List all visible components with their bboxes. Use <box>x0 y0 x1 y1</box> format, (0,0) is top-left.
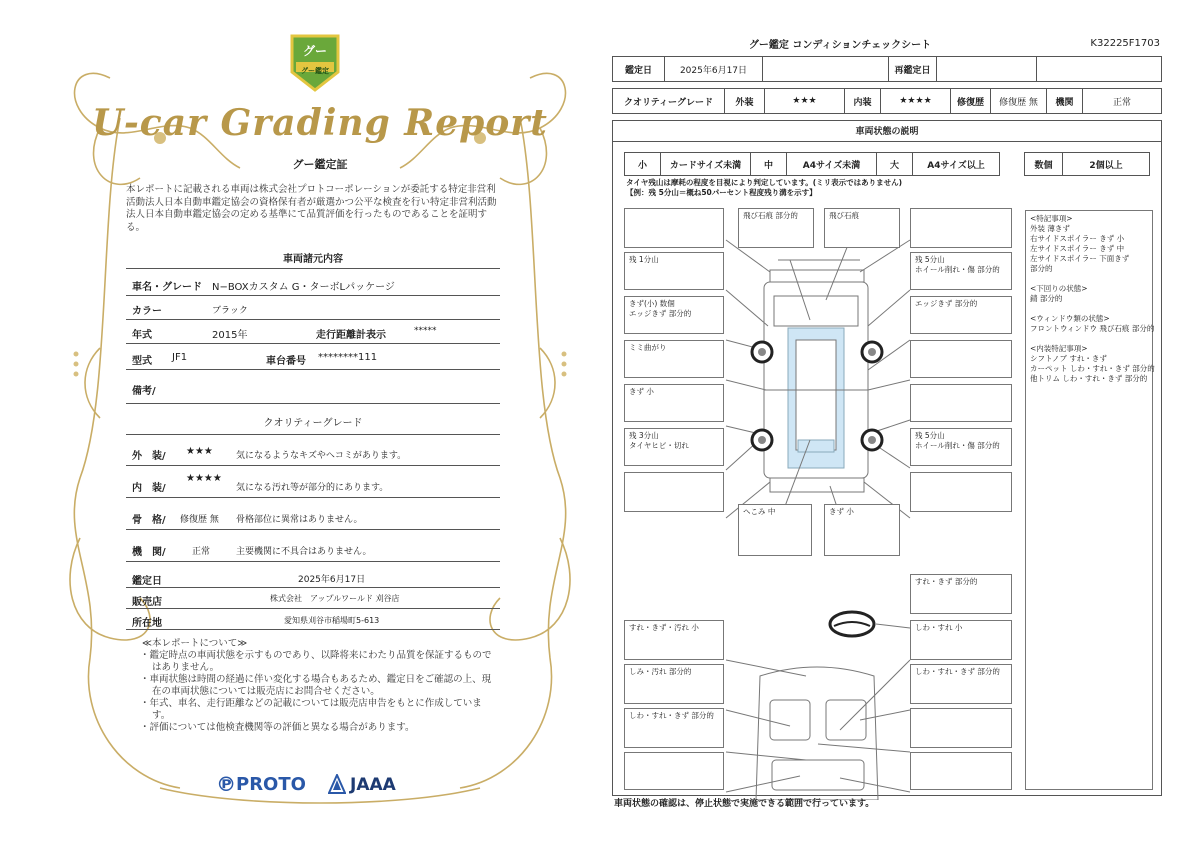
special-line: シフトノブ すれ・きず <box>1030 354 1107 363</box>
steering-wheel-icon <box>830 612 874 636</box>
special-line: カーペット しわ・すれ・きず 部分的 <box>1030 364 1155 373</box>
special-line: <特記事項> <box>1030 214 1073 223</box>
note-box: しみ・汚れ 部分的 <box>624 664 724 704</box>
exterior-label: 外 装/ <box>132 451 166 462</box>
ext-label: 外装 <box>725 89 765 113</box>
date-value: 2025年6月17日 <box>298 575 366 585</box>
grade-table <box>612 88 1162 114</box>
size-large: 大 <box>877 153 913 175</box>
tyre-note-line1: タイヤ残山は摩耗の程度を目視により判定しています。(ミリ表示ではありません) <box>626 178 903 187</box>
note-box <box>910 752 1012 790</box>
interior-note: 気になる汚れ等が部分的にあります。 <box>236 483 389 493</box>
note-box: 飛び石痕 <box>824 208 900 248</box>
note-box: きず 小 <box>824 504 900 556</box>
note-box <box>910 340 1012 378</box>
count-value: 2個以上 <box>1089 160 1123 171</box>
interior-stars: ★★★★ <box>186 473 222 484</box>
engine-value: 正常 <box>1112 97 1131 108</box>
size-mid-desc: A4サイズ未満 <box>787 153 877 175</box>
note-box: きず 小 <box>624 384 724 422</box>
color-label: カラー <box>132 306 162 317</box>
exterior-note: 気になるようなキズやヘコミがあります。 <box>236 451 407 461</box>
note-box: しわ・すれ 小 <box>910 620 1012 660</box>
special-line: <ウィンドウ類の状態> <box>1030 314 1110 323</box>
jaaa-logo-icon <box>328 774 346 794</box>
sheet-footer: 車両状態の確認は、停止状態で実施できる範囲で行っています。 <box>614 799 875 809</box>
notes-title: ≪本レポートについて≫ <box>142 638 248 649</box>
frame-note: 骨格部位に異常はありません。 <box>236 515 363 525</box>
model-label: 型式 <box>132 356 152 367</box>
special-line: 錆 部分的 <box>1030 294 1063 303</box>
year-value: 2015年 <box>212 330 248 341</box>
note-box: しわ・すれ・きず 部分的 <box>910 664 1012 704</box>
address-label: 所在地 <box>132 618 162 629</box>
sheet-code: K32225F1703 <box>1090 38 1160 49</box>
model-value: JF1 <box>172 352 188 363</box>
exterior-stars: ★★★ <box>186 446 213 457</box>
note-box: 残 5分山 ホイール削れ・傷 部分的 <box>910 428 1012 466</box>
chassis-value: ********111 <box>318 352 378 363</box>
ext-stars: ★★★ <box>765 89 845 113</box>
repair-label: 修復歴 <box>951 89 991 113</box>
note-box: すれ・きず 部分的 <box>910 574 1012 614</box>
engine-label: 機 関/ <box>132 547 166 558</box>
address-value: 愛知県刈谷市稲場町5-613 <box>284 616 380 625</box>
dealer-row <box>126 589 500 609</box>
size-small-desc: カードサイズ未満 <box>661 153 751 175</box>
note-box <box>910 208 1012 248</box>
note-box: きず(小) 数個 エッジきず 部分的 <box>624 296 724 334</box>
note-box: 残 1分山 <box>624 252 724 290</box>
special-line: <内装特記事項> <box>1030 344 1088 353</box>
report-script-title: U-car Grading Report <box>92 102 548 144</box>
note-item: ・車両状態は時間の経過に伴い変化する場合もあるため、鑑定日をご確認の上、現在の車両状態については販売店にお問合せください。 <box>140 674 492 697</box>
note-box: 飛び石痕 部分的 <box>738 208 814 248</box>
remarks-label: 備考/ <box>132 386 156 397</box>
spec-section-title: 車両諸元内容 <box>283 254 343 265</box>
note-box: ミミ曲がり <box>624 340 724 378</box>
color-row <box>126 298 500 320</box>
grading-certificate <box>40 18 600 838</box>
sheet-title: グー鑑定 コンディションチェックシート <box>748 40 932 51</box>
note-box: エッジきず 部分的 <box>910 296 1012 334</box>
model-row <box>126 346 500 370</box>
chassis-label: 車台番号 <box>266 356 306 367</box>
size-legend <box>624 152 1000 176</box>
mileage-value: ***** <box>414 326 437 336</box>
interior-row <box>126 470 500 498</box>
frame-row <box>126 502 500 530</box>
special-line: 部分的 <box>1030 264 1053 273</box>
date-row <box>126 568 500 588</box>
repair-value: 修復歴 無 <box>991 89 1047 113</box>
note-item: ・年式、車名、走行距離などの記載については販売店申告をもとに作成しています。 <box>140 698 482 721</box>
jaaa-logo-text: JAAA <box>350 775 396 795</box>
note-box <box>910 384 1012 422</box>
special-line: フロントウィンドウ 飛び石痕 部分的 <box>1030 324 1155 333</box>
note-item: ・評価については他検査機関等の評価と異なる場合があります。 <box>140 722 415 733</box>
desc-title: 車両状態の説明 <box>612 120 1162 142</box>
special-line: 左サイドスポイラー きず 中 <box>1030 244 1125 253</box>
car-name-value: N−BOXカスタム G・ターボLパッケージ <box>212 282 395 293</box>
redate-label: 再鑑定日 <box>889 57 937 81</box>
car-name-row <box>126 274 500 296</box>
address-row <box>126 610 500 630</box>
special-line: 右サイドスポイラー きず 小 <box>1030 234 1125 243</box>
int-stars: ★★★★ <box>881 89 951 113</box>
note-box: すれ・きず・汚れ 小 <box>624 620 724 660</box>
special-line: 他トリム しわ・すれ・きず 部分的 <box>1030 374 1148 383</box>
note-box: へこみ 中 <box>738 504 812 556</box>
year-row <box>126 322 500 344</box>
exterior-row <box>126 438 500 466</box>
quality-section-title: クオリティーグレード <box>263 418 363 429</box>
tyre-note-line2: 【例：残 5分山＝概ね50パーセント程度残り溝を示す】 <box>626 188 817 197</box>
dealer-value: 株式会社 アップルワールド 刈谷店 <box>270 594 400 603</box>
count-label: 数個 <box>1025 153 1063 175</box>
certificate-intro: 本レポートに記載される車両は株式会社プロトコーポレーションが委託する特定非営利活動法人日本自動車鑑定協会の資格保有者が厳選かつ公平な検査を行い特定非営利活動法人日本自動車鑑定協会の定める基準にて品質評価を行ったものであることを証明する。 <box>126 184 497 233</box>
note-item: ・鑑定時点の車両状態を示すものであり、以降将来にわたり品質を保証するものではありません。 <box>140 650 492 673</box>
proto-logo-text: PROTO <box>236 774 306 795</box>
note-box <box>624 208 724 248</box>
badge-label: グー鑑定 <box>301 67 329 75</box>
size-small: 小 <box>625 153 661 175</box>
date-table <box>612 56 1162 82</box>
mileage-label: 走行距離計表示 <box>316 330 386 341</box>
date-value: 2025年6月17日 <box>665 57 763 81</box>
note-box <box>624 752 724 790</box>
dealer-label: 販売店 <box>132 597 162 608</box>
int-label: 内装 <box>845 89 881 113</box>
report-notes <box>140 638 500 734</box>
engine-label: 機関 <box>1047 89 1083 113</box>
note-box <box>910 472 1012 512</box>
grade-label: クオリティーグレード <box>613 89 725 113</box>
badge-mark: グー <box>302 44 327 58</box>
engine-value: 正常 <box>192 547 211 557</box>
proto-logo-icon: ℗ <box>216 772 236 796</box>
note-box <box>910 708 1012 748</box>
date-label: 鑑定日 <box>613 57 665 81</box>
car-name-label: 車名・グレード <box>132 282 202 293</box>
note-box: しわ・すれ・きず 部分的 <box>624 708 724 748</box>
special-line: 外装 薄きず <box>1030 224 1070 233</box>
certificate-title: グー鑑定証 <box>292 158 348 171</box>
engine-note: 主要機関に不具合はありません。 <box>236 547 372 557</box>
tyre-note <box>626 178 902 198</box>
frame-value: 修復歴 無 <box>180 515 219 525</box>
color-value: ブラック <box>212 306 248 316</box>
condition-check-sheet <box>610 30 1166 820</box>
note-box: 残 3分山 タイヤヒビ・切れ <box>624 428 724 466</box>
date-label: 鑑定日 <box>132 576 162 587</box>
footer-logos <box>216 772 416 798</box>
note-box <box>624 472 724 512</box>
frame-label: 骨 格/ <box>132 515 166 526</box>
special-line: 左サイドスポイラー 下面きず <box>1030 254 1130 263</box>
special-notes <box>1025 210 1153 790</box>
special-line: <下回りの状態> <box>1030 284 1088 293</box>
remarks-row <box>126 372 500 404</box>
interior-label: 内 装/ <box>132 483 166 494</box>
count-legend <box>1024 152 1150 176</box>
engine-row <box>126 534 500 562</box>
size-large-desc: A4サイズ以上 <box>927 160 985 171</box>
year-label: 年式 <box>132 330 152 341</box>
note-box: 残 5分山 ホイール削れ・傷 部分的 <box>910 252 1012 290</box>
size-mid: 中 <box>751 153 787 175</box>
